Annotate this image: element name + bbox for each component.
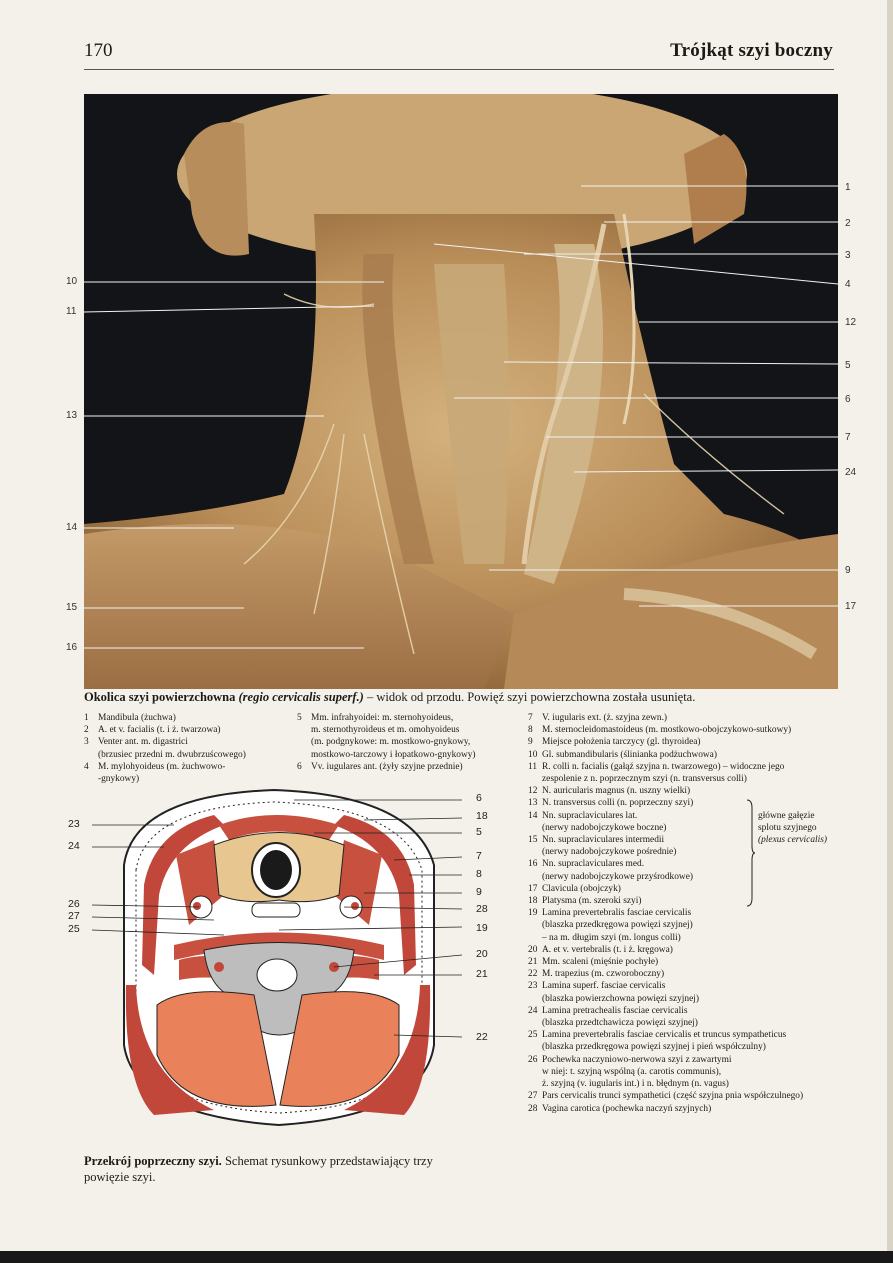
legend-number: 28 [528,1103,538,1114]
legend-item [528,1054,838,1066]
legend-number: 13 [528,798,538,809]
scan-bottom-band [0,1251,893,1263]
caption-title: Okolica szyi powierzchowna [84,690,236,704]
legend-text: M. trapezius (m. czworoboczny) [542,969,665,980]
legend-text: (blaszka przedtchawicza powięzi szyjnej) [542,1018,698,1029]
legend-number: 3 [84,737,89,748]
legend-number: 10 [528,749,538,760]
legend-text: mostkowo-tarczowy i łopatkowo-gnykowy) [311,749,476,760]
legend-text: Pars cervicalis trunci sympathetici (część szyjna pnia współczulnego) [542,1091,804,1102]
legend-number: 7 [528,713,533,723]
legend-item [528,736,838,748]
legend-text: (nerwy nadobojczykowe przyśrodkowe) [542,871,693,882]
legend-text: Mandibula (żuchwa) [98,713,176,723]
legend-number: 16 [528,859,538,870]
legend-item [528,883,838,895]
legend-item [528,1103,838,1115]
photo-label-10: 10 [66,276,78,287]
legend-column-1 [84,712,294,785]
caption-latin: (regio cervicalis superf.) [238,690,364,704]
legend-text: N. auricularis magnus (n. uszny wielki) [542,786,691,797]
legend-number: 24 [528,1005,538,1016]
legend-text: M. mylohyoideus (m. żuchwowo- [98,761,226,772]
legend-number: 21 [528,957,538,968]
diagram-caption-title: Przekrój poprzeczny szyi. [84,1154,222,1168]
legend-number: 27 [528,1091,538,1102]
legend-number: 18 [528,896,538,907]
legend-text: Miejsce położenia tarczycy (gl. thyroidea) [542,737,701,748]
legend-text: Mm. infrahyoidei: m. sternohyoideus, [311,713,454,723]
legend-item [528,1005,838,1017]
photo-label-11: 11 [66,306,77,317]
legend-item [528,858,838,870]
legend-item [84,736,294,748]
legend-number: 6 [297,761,302,772]
photo-label-3: 3 [845,250,851,261]
diagram-label-7: 7 [476,850,482,862]
bracket-note-line-3: (plexus cervicalis) [758,835,827,845]
legend-text: R. colli n. facialis (gałąź szyjna n. twarzowego) – widoczne jego [542,761,785,772]
diagram-label-24: 24 [68,840,80,852]
legend-item [297,749,522,761]
legend-number: 4 [84,761,89,772]
legend-item [528,785,838,797]
legend-number: 15 [528,835,538,846]
legend-number: 12 [528,786,538,797]
legend-number: 8 [528,725,533,736]
legend-text: Lamina prevertebralis fasciae cervicalis et truncus sympatheticus [542,1030,787,1041]
legend-number: 23 [528,981,538,992]
legend-number: 1 [84,713,89,723]
legend-text: A. et v. facialis (t. i ż. twarzowa) [98,725,221,736]
legend-number: 20 [528,944,538,955]
legend-item [528,712,838,724]
bracket-note-line-1: główne gałęzie [758,811,815,821]
legend-number: 17 [528,883,538,894]
diagram-label-9: 9 [476,886,482,898]
legend-number: 26 [528,1054,538,1065]
legend-item [528,1029,838,1041]
legend-item [528,907,838,919]
legend-item [528,980,838,992]
legend-item [84,724,294,736]
legend-number: 11 [528,761,538,772]
legend-item [528,1078,838,1090]
photo-label-4: 4 [845,279,851,290]
legend-text: Gl. submandibularis (ślinianka podżuchwowa) [542,749,717,760]
legend-item [297,761,522,773]
legend-text: zespolenie z n. poprzecznym szyi (n. transversus colli) [542,774,747,785]
legend-text: Nn. supraclaviculares lat. [542,810,638,821]
legend-item [528,1066,838,1078]
legend-text: Vagina carotica (pochewka naczyń szyjnych) [542,1103,712,1114]
diagram-label-19: 19 [476,922,488,934]
legend-text: Platysma (m. szeroki szyi) [542,896,642,907]
diagram-label-25: 25 [68,923,80,935]
legend-number: 5 [297,713,302,723]
legend-number: 22 [528,969,538,980]
diagram-caption-text: Schemat rysunkowy przedstawiający trzy powięzie szyi. [84,1154,433,1184]
diagram-label-23: 23 [68,818,80,830]
photo-label-16: 16 [66,642,78,653]
dissection-photo [84,94,838,689]
legend-item [297,724,522,736]
legend-text: (blaszka powierzchowna powięzi szyjnej) [542,993,699,1004]
diagram-label-18: 18 [476,810,488,822]
photo-label-15: 15 [66,602,78,613]
diagram-label-22: 22 [476,1031,488,1043]
legend-item [528,968,838,980]
legend-text: V. iugularis ext. (ż. szyjna zewn.) [542,713,668,723]
photo-caption [84,690,844,705]
legend-text: (blaszka przedkręgowa powięzi szyjnej) [542,920,693,931]
legend-number: 14 [528,810,538,821]
photo-label-14: 14 [66,522,78,533]
photo-label-13: 13 [66,410,78,421]
diagram-label-5: 5 [476,826,482,838]
legend-item [528,749,838,761]
diagram-label-6: 6 [476,792,482,804]
diagram-label-8: 8 [476,868,482,880]
legend-item [528,761,838,773]
photo-label-24: 24 [845,467,857,478]
legend-text: Nn. supraclaviculares med. [542,859,645,870]
legend-item [528,871,838,883]
photo-label-6: 6 [845,394,851,405]
neck-cross-section-diagram [64,785,504,1135]
legend-text: Venter ant. m. digastrici [98,737,188,748]
photo-label-2: 2 [845,218,851,229]
diagram-label-26: 26 [68,898,80,910]
photo-label-1: 1 [845,182,851,193]
legend-item [297,712,522,724]
legend-text: Mm. scaleni (mięśnie pochyłe) [542,957,659,968]
legend-item [528,797,838,809]
legend-column-2 [297,712,522,773]
legend-item [84,712,294,724]
legend-item [528,724,838,736]
legend-text: Lamina superf. fasciae cervicalis [542,981,666,992]
legend-text: (nerwy nadobojczykowe boczne) [542,822,667,833]
legend-item [84,761,294,773]
legend-text: (m. podgnykowe: m. mostkowo-gnykowy, [311,737,471,748]
diagram-caption [84,1153,434,1185]
legend-item [528,944,838,956]
photo-label-7: 7 [845,432,851,443]
legend-item [528,895,838,907]
legend-text: (nerwy nadobojczykowe pośrednie) [542,847,677,858]
legend-item [528,932,838,944]
legend-text: N. transversus colli (n. poprzeczny szyi) [542,798,694,809]
legend-text: Pochewka naczyniowo-nerwowa szyi z zawartymi [542,1054,732,1065]
legend-number: 19 [528,908,538,919]
diagram-label-20: 20 [476,948,488,960]
legend-item [528,846,838,858]
legend-text: m. sternothyroideus et m. omohyoideus [311,725,460,736]
legend-text: Vv. iugulares ant. (żyły szyjne przednie) [311,761,463,772]
legend-text: Lamina pretrachealis fasciae cervicalis [542,1005,688,1016]
legend-item [528,993,838,1005]
legend-item [84,749,294,761]
scan-edge [887,0,893,1263]
page-number: 170 [84,40,113,61]
legend-text: Lamina prevertebralis fasciae cervicalis [542,908,692,919]
running-title: Trójkąt szyi boczny [670,40,833,61]
diagram-label-21: 21 [476,968,488,980]
legend-item [528,919,838,931]
legend-item [528,1041,838,1053]
legend-text: w niej: t. szyjną wspólną (a. carotis communis), [542,1066,722,1077]
diagram-label-28: 28 [476,903,488,915]
bracket-note [758,810,827,846]
bracket [745,798,755,908]
photo-label-9: 9 [845,565,851,576]
legend-text: -gnykowy) [98,774,140,785]
legend-text: Nn. supraclaviculares intermedii [542,835,665,846]
photo-label-12: 12 [845,317,857,328]
legend-item [297,736,522,748]
legend-text: Clavicula (obojczyk) [542,883,621,894]
legend-text: ż. szyjną (v. iugularis int.) i n. błędnym (n. vagus) [542,1079,729,1090]
photo-label-17: 17 [845,601,857,612]
caption-rest: – widok od przodu. Powięź szyi powierzchowna została usunięta. [363,690,696,704]
legend-text: M. sternocleidomastoideus (m. mostkowo-obojczykowo-sutkowy) [542,725,792,736]
legend-item [84,773,294,785]
header-rule [84,69,834,70]
legend-item [528,956,838,968]
legend-number: 9 [528,737,533,748]
legend-item [528,1090,838,1102]
photo-label-5: 5 [845,360,851,371]
legend-column-3 [528,712,838,1115]
legend-text: (brzusiec przedni m. dwubrzuścowego) [98,749,246,760]
legend-item [528,773,838,785]
diagram-label-27: 27 [68,910,80,922]
legend-number: 2 [84,725,89,736]
legend-text: (blaszka przedkręgowa powięzi szyjnej i pień współczulny) [542,1042,766,1053]
legend-item [528,1017,838,1029]
legend-text: – na m. długim szyi (m. longus colli) [542,932,681,943]
bracket-note-line-2: splotu szyjnego [758,823,817,833]
legend-text: A. et v. vertebralis (t. i ż. kręgowa) [542,944,673,955]
legend-number: 25 [528,1030,538,1041]
